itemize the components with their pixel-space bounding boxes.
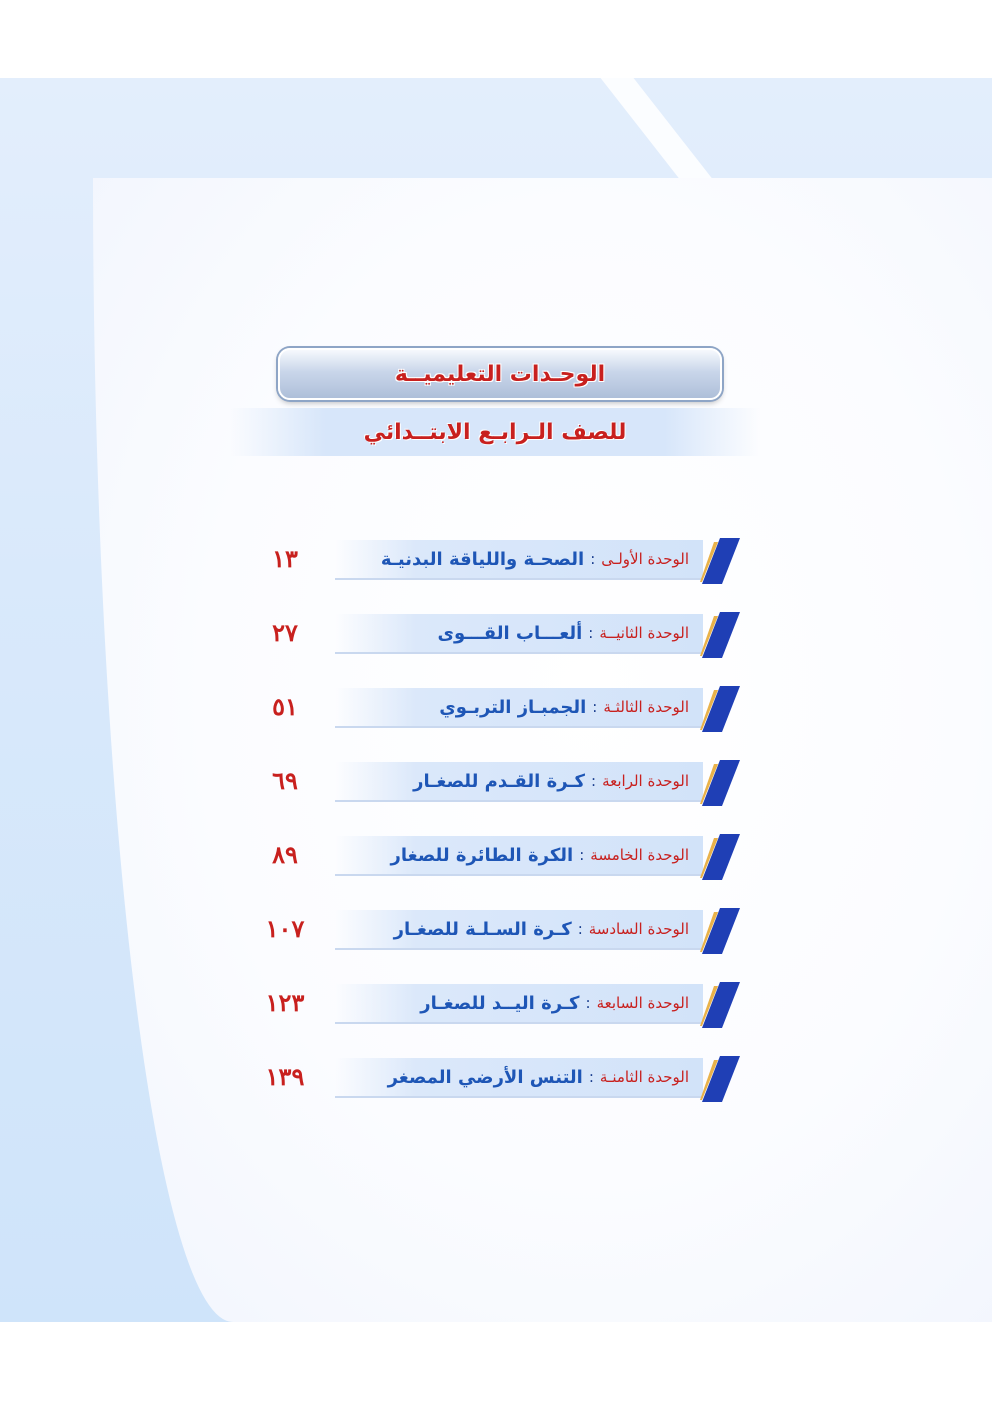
unit-label: الوحدة الثامنـة	[599, 1068, 689, 1086]
unit-bar	[335, 614, 703, 654]
unit-bar	[335, 540, 703, 580]
unit-separator: :	[588, 1068, 594, 1086]
unit-title: كـرة اليــد للصغـار	[420, 992, 580, 1014]
slant-bar-icon	[700, 982, 740, 1028]
unit-separator: :	[592, 698, 598, 716]
unit-row[interactable]	[240, 1056, 750, 1104]
slant-bar-icon	[700, 612, 740, 658]
unit-row[interactable]	[240, 982, 750, 1030]
page-number: ١٣٩	[265, 1062, 305, 1091]
unit-title: ألعـــاب القـــوى	[437, 622, 583, 644]
unit-bar	[335, 836, 703, 876]
unit-bar	[335, 984, 703, 1024]
unit-row[interactable]	[240, 538, 750, 586]
unit-title: الكرة الطائرة للصغار	[390, 844, 574, 866]
unit-label: الوحدة السادسة	[588, 920, 689, 938]
slant-bar-icon	[700, 908, 740, 954]
unit-separator: :	[577, 920, 583, 938]
slant-bar-icon	[700, 686, 740, 732]
slant-bar-icon	[700, 834, 740, 880]
slant-bar-icon	[700, 760, 740, 806]
unit-bar	[335, 910, 703, 950]
page-number: ١٣	[272, 544, 298, 573]
slant-bar-icon	[700, 1056, 740, 1102]
unit-separator: :	[585, 994, 591, 1012]
page-number: ٦٩	[272, 766, 298, 795]
unit-separator: :	[591, 772, 597, 790]
unit-row[interactable]	[240, 834, 750, 882]
page-number: ١٠٧	[265, 914, 305, 943]
unit-label: الوحدة السابعة	[596, 994, 689, 1012]
unit-row[interactable]	[240, 908, 750, 956]
page-number: ١٢٣	[265, 988, 305, 1017]
unit-title: الجمبـاز التربـوي	[439, 696, 587, 718]
unit-separator: :	[588, 624, 594, 642]
unit-row[interactable]	[240, 760, 750, 808]
unit-label: الوحدة الثانيــة	[599, 624, 689, 642]
unit-separator: :	[590, 550, 596, 568]
unit-bar	[335, 688, 703, 728]
unit-separator: :	[579, 846, 585, 864]
page-number: ٨٩	[272, 840, 298, 869]
unit-row[interactable]	[240, 612, 750, 660]
slant-bar-icon	[700, 538, 740, 584]
unit-label: الوحدة الرابعة	[602, 772, 689, 790]
page-title: الوحـدات التعليميــة	[394, 361, 606, 387]
page-number: ٥١	[272, 692, 298, 721]
unit-bar	[335, 1058, 703, 1098]
page-number: ٢٧	[272, 618, 298, 647]
page-subtitle: للصف الـرابـع الابتــدائي	[363, 419, 627, 445]
subtitle-band	[230, 408, 760, 456]
unit-row[interactable]	[240, 686, 750, 734]
unit-bar	[335, 762, 703, 802]
unit-title: كـرة السـلـة للصغـار	[393, 918, 572, 940]
unit-label: الوحدة الخامسة	[590, 846, 689, 864]
footer-strip	[0, 1322, 992, 1403]
unit-label: الوحدة الثالثـة	[603, 698, 689, 716]
unit-title: التنس الأرضي المصغر	[387, 1066, 583, 1088]
unit-title: الصحـة واللياقة البدنيـة	[380, 548, 585, 570]
unit-title: كـرة القـدم للصغـار	[413, 770, 586, 792]
unit-label: الوحدة الأولـى	[601, 550, 689, 568]
title-box	[278, 348, 722, 400]
